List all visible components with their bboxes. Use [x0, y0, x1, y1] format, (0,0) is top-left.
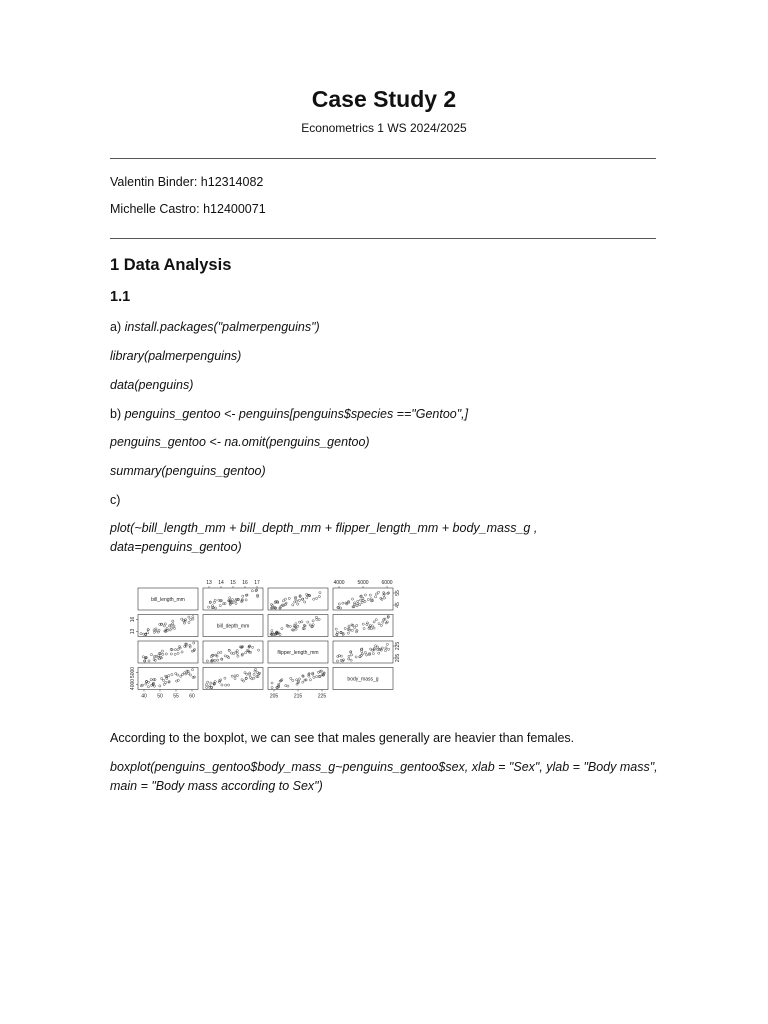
scatter-point: [232, 601, 234, 603]
tick-label-bill-length: 40: [141, 693, 147, 700]
scatter-point: [191, 669, 193, 671]
scatter-point: [214, 599, 216, 601]
scatterplot-matrix: [124, 577, 414, 709]
scatter-point: [351, 598, 353, 600]
scatter-point: [140, 633, 142, 635]
scatter-point: [271, 686, 273, 688]
scatter-point: [150, 679, 152, 681]
scatter-point: [302, 681, 304, 683]
scatter-point: [357, 600, 359, 602]
tick-label-body-mass: 4000: [333, 580, 345, 586]
scatter-point: [189, 674, 191, 676]
scatter-point: [340, 655, 342, 657]
scatter-point: [320, 670, 322, 672]
scatter-point: [296, 600, 298, 602]
scatter-point: [362, 623, 364, 625]
step-b-line: [110, 405, 468, 424]
scatter-point: [253, 673, 255, 675]
scatter-point: [251, 646, 253, 648]
document-subtitle: Econometrics 1 WS 2024/2025: [301, 121, 467, 135]
tick-label-flipper-length: 205: [269, 693, 279, 700]
scatter-point: [162, 679, 164, 681]
tick-label-bill-length: 50: [157, 693, 163, 700]
scatter-point: [388, 648, 390, 650]
scatter-point: [148, 660, 150, 662]
scatter-point: [295, 628, 297, 630]
scatter-point: [373, 621, 375, 623]
scatter-point: [230, 652, 232, 654]
scatter-point: [162, 653, 164, 655]
scatter-point: [301, 621, 303, 623]
scatter-point: [271, 682, 273, 684]
scatter-point: [220, 651, 222, 653]
scatter-point: [256, 671, 258, 673]
top-divider: [110, 158, 656, 159]
scatter-point: [177, 674, 179, 676]
panel-frame: [138, 641, 198, 663]
author-line: Michelle Castro: h12400071: [110, 202, 266, 216]
scatter-point: [282, 600, 284, 602]
variable-label: bill_depth_mm: [216, 623, 250, 630]
scatter-point: [214, 607, 216, 609]
scatter-point: [278, 683, 280, 685]
boxplot-description: According to the boxplot, we can see that males generally are heavier than females.: [110, 731, 575, 745]
scatter-point: [217, 659, 219, 661]
scatter-point: [356, 629, 358, 631]
scatter-point: [295, 623, 297, 625]
scatter-point: [369, 594, 371, 596]
scatter-point: [313, 676, 315, 678]
scatter-point: [364, 600, 366, 602]
scatter-point: [177, 648, 179, 650]
tick-label-flipper-length: 225: [395, 641, 401, 651]
scatter-point: [296, 679, 298, 681]
scatter-point: [235, 602, 237, 604]
scatter-point: [294, 601, 296, 603]
scatterplot-matrix-figure: [124, 577, 414, 709]
scatter-point: [171, 673, 173, 675]
scatter-point: [347, 632, 349, 634]
scatter-point: [192, 616, 194, 618]
scatter-point: [229, 597, 231, 599]
scatter-point: [231, 598, 233, 600]
scatter-point: [361, 601, 363, 603]
scatter-point: [181, 618, 183, 620]
scatter-point: [210, 682, 212, 684]
scatter-point: [170, 653, 172, 655]
scatter-point: [281, 628, 283, 630]
step-b-label: b): [110, 407, 125, 421]
scatter-point: [290, 677, 292, 679]
scatter-point: [362, 597, 364, 599]
scatter-point: [355, 631, 357, 633]
scatter-point: [319, 592, 321, 594]
scatter-point: [298, 678, 300, 680]
variable-label: body_mass_g: [347, 676, 379, 683]
scatter-point: [380, 624, 382, 626]
scatter-point: [150, 654, 152, 656]
scatter-point: [153, 685, 155, 687]
tick-label-bill-length: 60: [189, 693, 195, 700]
scatter-point: [207, 681, 209, 683]
scatter-point: [351, 629, 353, 631]
step-a-label: a): [110, 320, 125, 334]
section-heading: 1 Data Analysis: [110, 256, 232, 274]
scatter-point: [163, 625, 165, 627]
scatter-point: [236, 652, 238, 654]
scatter-point: [249, 674, 251, 676]
tick-label-body-mass: 5000: [130, 666, 136, 679]
scatter-point: [315, 616, 317, 618]
code-summary: summary(penguins_gentoo): [110, 464, 266, 478]
tick-label-bill-length: 45: [395, 602, 401, 608]
scatter-point: [316, 618, 318, 620]
scatter-point: [382, 621, 384, 623]
scatter-point: [360, 599, 362, 601]
scatter-point: [178, 646, 180, 648]
scatter-point: [165, 653, 167, 655]
scatter-point: [280, 605, 282, 607]
scatter-point: [374, 596, 376, 598]
scatter-point: [231, 675, 233, 677]
scatter-point: [288, 597, 290, 599]
code-plot: plot(~bill_length_mm + bill_depth_mm + flipper_length_mm + body_mass_g , data=penguins_gentoo): [110, 521, 538, 554]
scatter-point: [180, 675, 182, 677]
scatter-point: [158, 658, 160, 660]
variable-label: flipper_length_mm: [277, 649, 319, 656]
scatter-point: [375, 645, 377, 647]
scatter-point: [236, 650, 238, 652]
scatter-point: [356, 605, 358, 607]
scatter-point: [173, 625, 175, 627]
scatter-point: [297, 603, 299, 605]
scatter-point: [309, 679, 311, 681]
scatter-point: [145, 683, 147, 685]
scatter-point: [368, 627, 370, 629]
step-a-line: [110, 318, 320, 337]
scatter-point: [224, 677, 226, 679]
scatter-point: [153, 656, 155, 658]
scatter-point: [175, 672, 177, 674]
tick-label-bill-depth: 14: [218, 580, 224, 586]
scatter-point: [348, 658, 350, 660]
scatter-point: [184, 620, 186, 622]
scatter-point: [338, 603, 340, 605]
scatter-point: [163, 683, 165, 685]
scatter-point: [354, 626, 356, 628]
variable-label: bill_length_mm: [151, 596, 185, 603]
tick-label-bill-depth: 15: [230, 580, 236, 586]
tick-label-bill-depth: 13: [130, 628, 136, 635]
scatter-point: [378, 652, 380, 654]
scatter-point: [245, 599, 247, 601]
bottom-divider: [110, 238, 656, 239]
scatter-point: [289, 625, 291, 627]
scatter-point: [222, 603, 224, 605]
scatter-point: [190, 618, 192, 620]
scatter-point: [312, 620, 314, 622]
scatter-point: [174, 653, 176, 655]
scatter-point: [292, 679, 294, 681]
scatter-point: [161, 677, 163, 679]
tick-label-bill-length: 55: [173, 693, 179, 700]
scatter-point: [298, 599, 300, 601]
scatter-point: [221, 684, 223, 686]
scatter-point: [363, 627, 365, 629]
scatter-point: [315, 676, 317, 678]
scatter-point: [207, 606, 209, 608]
scatter-point: [375, 619, 377, 621]
code-boxplot: boxplot(penguins_gentoo$body_mass_g~penguins_gentoo$sex, xlab = "Sex", ylab = "Body mass", main = "Body mass according to Sex"): [110, 760, 658, 793]
scatter-point: [257, 649, 259, 651]
scatter-point: [349, 629, 351, 631]
scatter-point: [188, 621, 190, 623]
scatter-point: [375, 593, 377, 595]
scatter-point: [351, 654, 353, 656]
code-library: library(palmerpenguins): [110, 349, 242, 363]
scatter-point: [304, 601, 306, 603]
scatter-point: [228, 684, 230, 686]
scatter-point: [385, 647, 387, 649]
scatter-point: [230, 602, 232, 604]
scatter-point: [209, 685, 211, 687]
scatter-point: [383, 594, 385, 596]
scatter-point: [285, 684, 287, 686]
code-data: data(penguins): [110, 378, 194, 392]
scatter-point: [364, 594, 366, 596]
scatter-point: [365, 654, 367, 656]
scatter-point: [309, 624, 311, 626]
tick-label-bill-depth: 16: [130, 616, 136, 623]
scatter-point: [364, 651, 366, 653]
scatter-point: [206, 686, 208, 688]
scatter-point: [373, 627, 375, 629]
scatter-point: [172, 623, 174, 625]
scatter-point: [279, 633, 281, 635]
scatter-point: [188, 616, 190, 618]
tick-label-body-mass: 6000: [381, 580, 393, 586]
scatter-point: [373, 647, 375, 649]
scatter-point: [241, 679, 243, 681]
scatter-point: [335, 628, 337, 630]
scatter-point: [173, 627, 175, 629]
scatter-point: [370, 628, 372, 630]
scatter-point: [250, 651, 252, 653]
scatter-point: [284, 598, 286, 600]
scatter-point: [315, 597, 317, 599]
scatter-point: [251, 590, 253, 592]
scatter-point: [236, 674, 238, 676]
scatter-point: [377, 591, 379, 593]
code-install-packages: install.packages("palmerpenguins"): [124, 320, 320, 334]
scatter-point: [234, 677, 236, 679]
scatter-point: [181, 673, 183, 675]
scatter-point: [298, 621, 300, 623]
panel-frame: [203, 641, 263, 663]
scatter-point: [181, 651, 183, 653]
scatter-point: [344, 627, 346, 629]
scatter-point: [336, 631, 338, 633]
tick-label-bill-depth: 13: [206, 580, 212, 586]
scatter-point: [153, 678, 155, 680]
scatter-point: [234, 675, 236, 677]
scatter-point: [206, 660, 208, 662]
scatter-point: [318, 618, 320, 620]
scatter-point: [219, 605, 221, 607]
scatter-point: [177, 652, 179, 654]
tick-label-bill-depth: 16: [242, 580, 248, 586]
scatter-point: [371, 649, 373, 651]
scatter-point: [244, 652, 246, 654]
scatter-point: [298, 680, 300, 682]
code-na-omit: penguins_gentoo <- na.omit(penguins_gentoo): [110, 435, 370, 449]
scatter-point: [284, 603, 286, 605]
scatter-point: [147, 681, 149, 683]
scatter-point: [355, 656, 357, 658]
tick-label-body-mass: 5000: [357, 580, 369, 586]
tick-label-body-mass: 4000: [130, 678, 136, 691]
scatter-point: [367, 598, 369, 600]
scatter-point: [384, 650, 386, 652]
scatter-point: [179, 647, 181, 649]
scatter-point: [348, 655, 350, 657]
scatter-point: [242, 595, 244, 597]
tick-label-bill-depth: 17: [254, 580, 260, 586]
scatter-point: [155, 655, 157, 657]
scatter-point: [159, 685, 161, 687]
scatter-point: [384, 597, 386, 599]
scatter-point: [336, 660, 338, 662]
tick-label-flipper-length: 205: [395, 653, 401, 663]
scatter-point: [172, 620, 174, 622]
scatter-point: [192, 618, 194, 620]
scatter-point: [232, 653, 234, 655]
scatter-point: [193, 642, 195, 644]
tick-label-bill-length: 55: [395, 590, 401, 596]
scatter-point: [287, 685, 289, 687]
scatter-point: [205, 684, 207, 686]
scatter-point: [147, 686, 149, 688]
panel-frame: [138, 615, 198, 637]
scatter-point: [307, 621, 309, 623]
scatter-point: [371, 625, 373, 627]
scatter-point: [318, 595, 320, 597]
step-c-label: c): [110, 493, 121, 507]
document-title: Case Study 2: [311, 86, 457, 112]
scatter-point: [153, 631, 155, 633]
scatter-point: [292, 604, 294, 606]
scatter-point: [285, 602, 287, 604]
scatter-point: [185, 619, 187, 621]
scatter-point: [356, 624, 358, 626]
scatter-point: [350, 659, 352, 661]
scatter-point: [342, 602, 344, 604]
scatter-point: [171, 627, 173, 629]
scatter-point: [313, 598, 315, 600]
scatter-point: [378, 623, 380, 625]
scatter-point: [237, 655, 239, 657]
scatter-point: [217, 652, 219, 654]
panel-frame: [268, 588, 328, 610]
scatter-point: [249, 676, 251, 678]
tick-label-flipper-length: 225: [317, 693, 327, 700]
scatter-point: [377, 646, 379, 648]
scatter-point: [214, 659, 216, 661]
scatter-point: [169, 629, 171, 631]
scatter-point: [271, 630, 273, 632]
scatter-point: [165, 681, 167, 683]
scatter-point: [372, 653, 374, 655]
scatter-point: [161, 650, 163, 652]
scatter-point: [306, 597, 308, 599]
scatter-point: [386, 643, 388, 645]
scatter-point: [213, 601, 215, 603]
scatter-point: [174, 649, 176, 651]
scatter-point: [224, 602, 226, 604]
scatter-point: [225, 684, 227, 686]
scatter-point: [354, 603, 356, 605]
tick-label-flipper-length: 215: [293, 693, 303, 700]
code-subset-gentoo: penguins_gentoo <- penguins[penguins$species =="Gentoo",]: [124, 407, 469, 421]
scatter-point: [224, 655, 226, 657]
subsection-heading: 1.1: [110, 289, 131, 305]
scatter-point: [153, 629, 155, 631]
scatter-point: [246, 673, 248, 675]
author-line: Valentin Binder: h12314082: [110, 175, 264, 189]
